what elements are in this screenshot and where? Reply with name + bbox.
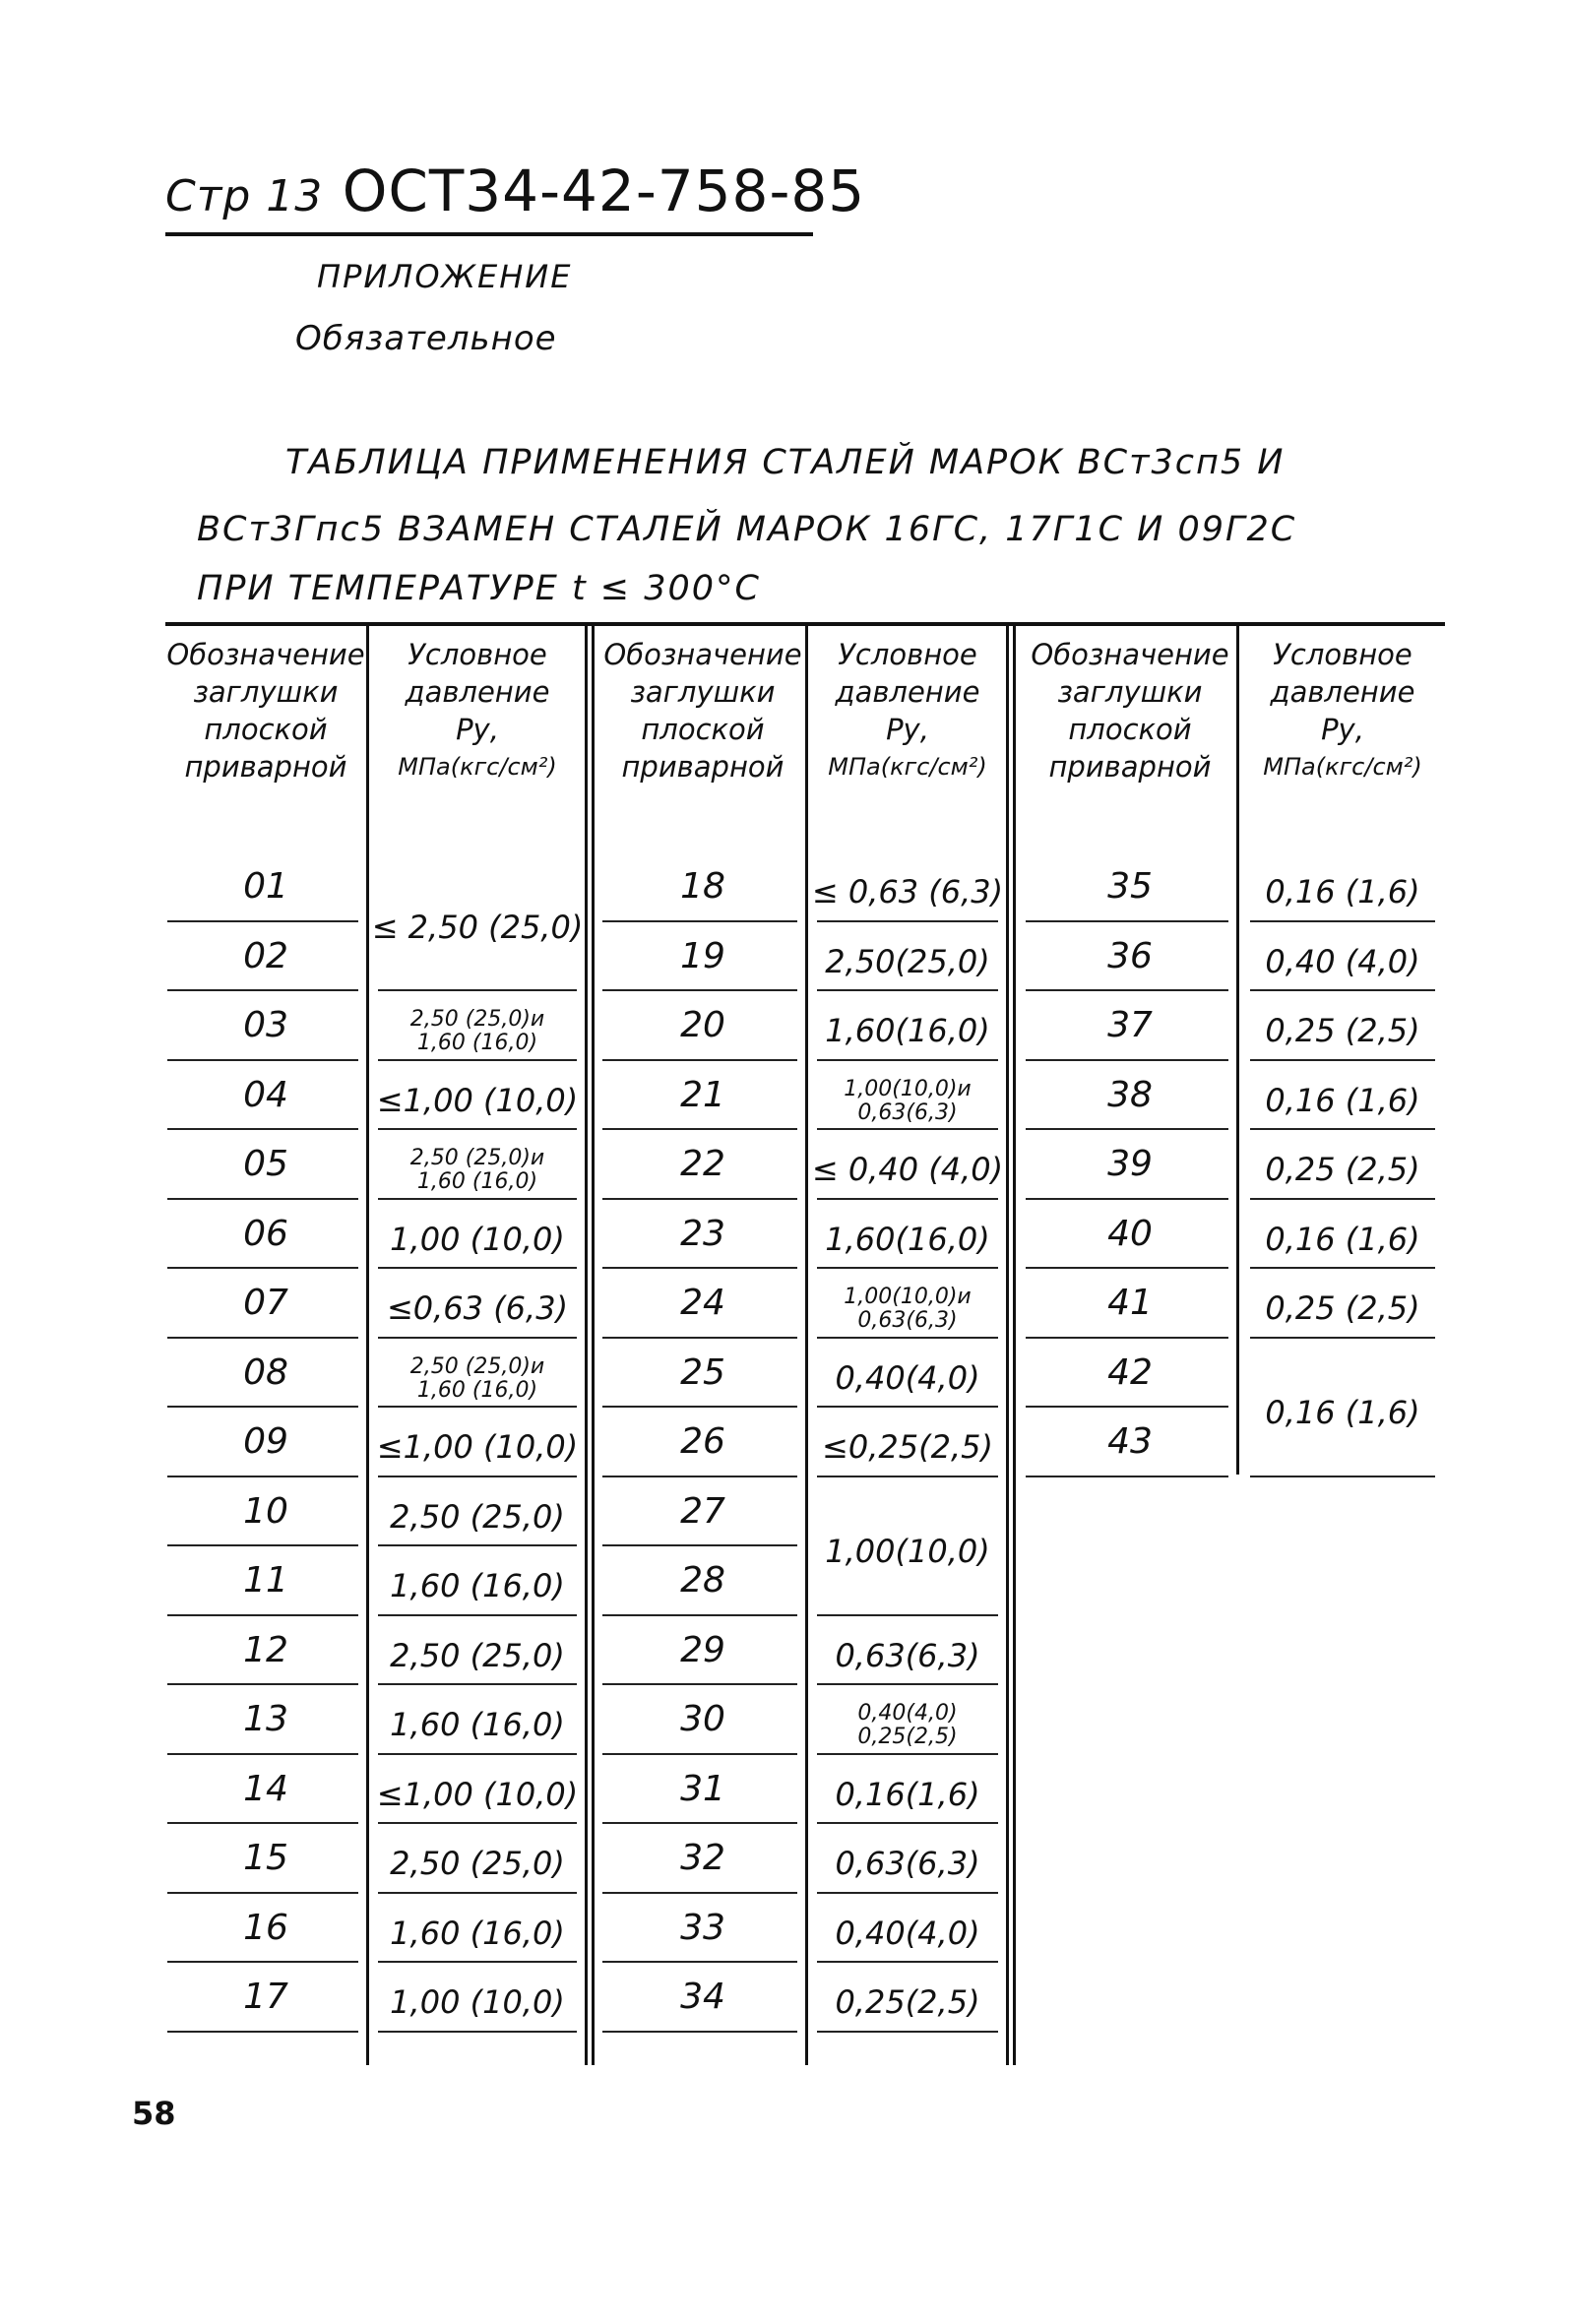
row-rule [167,989,358,991]
pressure-cell [1242,1012,1443,1049]
row-rule [602,1683,797,1685]
pressure-value: 0,16 (1,6) [1265,873,1420,911]
pressure-cell [1242,1394,1443,1431]
designation-cell: 21 [680,1074,725,1115]
row-rule [378,1753,577,1755]
row-rule [378,1267,577,1269]
pressure-value: 0,40(4,0) [835,1358,980,1397]
header-pressure-line: давление [835,675,980,709]
pressure-value: 0,25 (2,5) [1265,1151,1420,1189]
header-designation [1024,636,1236,785]
pressure-value: 0,16 (1,6) [1265,1394,1420,1431]
designation-cell: 36 [1107,935,1153,976]
row-rule [1026,1267,1228,1269]
row-rule [167,1476,358,1477]
pressure-cell [370,1428,585,1466]
pressure-cell [370,1845,585,1882]
row-rule [167,1337,358,1339]
header-pressure-line: Ру, [456,713,499,746]
row-rule [167,1198,358,1200]
row-rule [378,1406,577,1408]
pressure-cell [370,1637,585,1674]
row-rule [1026,1476,1228,1477]
pressure-cell [809,1915,1006,1952]
pressure-cell [809,1078,1006,1125]
row-rule [378,989,577,991]
designation-cell: 06 [243,1213,288,1254]
pressure-value: 0,16(1,6) [835,1775,980,1813]
pressure-value: 0,63(6,3) [835,1636,980,1674]
pressure-cell [809,1702,1006,1749]
designation-cell: 37 [1107,1005,1153,1045]
table-title-line-2: ВСт3Гпс5 ВЗАМЕН СТАЛЕЙ МАРОК 16ГС, 17Г1С И 09Г2С [197,510,1297,549]
pressure-cell [370,1983,585,2021]
pressure-cell [1242,1289,1443,1327]
designation-cell: 18 [680,866,725,907]
row-rule [602,1892,797,1894]
row-rule [378,1128,577,1130]
pressure-value: 1,60 (16,0) [390,1914,565,1952]
pressure-value: 2,50 (25,0) [390,1845,565,1883]
row-rule [817,1198,998,1200]
table-title-line-1: ТАБЛИЦА ПРИМЕНЕНИЯ СТАЛЕЙ МАРОК ВСт3сп5 И [285,443,1286,482]
row-rule [1250,920,1435,922]
pressure-cell [809,1637,1006,1674]
designation-cell: 24 [680,1283,725,1323]
row-rule [378,1544,577,1546]
row-rule [817,1822,998,1824]
pressure-value: 0,40(4,0) [857,1701,958,1727]
pressure-cell [809,1012,1006,1049]
pressure-value: 0,25 (2,5) [1265,1289,1420,1328]
row-rule [167,1892,358,1894]
pressure-value: 0,63(6,3) [857,1308,958,1334]
row-rule [817,1406,998,1408]
pressure-cell [370,1082,585,1119]
row-rule [602,1406,797,1408]
header-designation-line: приварной [621,750,784,784]
row-rule [602,1267,797,1269]
designation-cell: 12 [243,1629,288,1670]
header-designation-line: заглушки [630,675,776,709]
row-rule [167,1406,358,1408]
designation-cell: 03 [243,1005,288,1045]
row-rule [1250,1476,1435,1477]
row-rule [378,1683,577,1685]
designation-cell: 29 [680,1629,725,1670]
pressure-cell [370,1355,585,1403]
row-rule [817,2031,998,2033]
header-designation-line: Обозначение [1031,638,1229,671]
pressure-cell [370,1289,585,1327]
designation-cell: 09 [243,1421,288,1462]
row-rule [817,1059,998,1061]
row-rule [167,1128,358,1130]
pressure-value: ≤0,25(2,5) [822,1428,993,1467]
designation-cell: 07 [243,1283,288,1323]
pressure-cell [809,1359,1006,1397]
row-rule [602,1198,797,1200]
pressure-cell [809,943,1006,980]
header-pressure-line: МПа(кгс/см²) [398,753,557,781]
designation-cell: 39 [1107,1144,1153,1184]
designation-cell: 38 [1107,1074,1153,1115]
designation-cell: 19 [680,935,725,976]
row-rule [1026,1406,1228,1408]
designation-cell: 41 [1107,1283,1153,1323]
row-rule [817,1128,998,1130]
pressure-value: 0,40 (4,0) [1265,942,1420,980]
row-rule [602,1337,797,1339]
pressure-value: ≤ 0,63 (6,3) [811,873,1004,911]
pressure-value: 1,00 (10,0) [390,1220,565,1258]
pressure-value: 1,60(16,0) [825,1220,990,1258]
row-rule [378,2031,577,2033]
pressure-cell [809,1286,1006,1333]
appendix-type: Обязательное [295,319,557,358]
header-designation-line: Обозначение [603,638,802,671]
designation-cell: 30 [680,1699,725,1739]
header-pressure-line: МПа(кгс/см²) [1263,753,1422,781]
row-rule [1026,1128,1228,1130]
row-rule [378,1337,577,1339]
column-divider [1236,626,1239,1475]
designation-cell: 28 [680,1560,725,1601]
pressure-cell [370,1915,585,1952]
designation-cell: 26 [680,1421,725,1462]
pressure-value: 1,60(16,0) [825,1012,990,1050]
pressure-value: 1,60 (16,0) [390,1567,565,1605]
header-underline [165,232,813,236]
designation-cell: 43 [1107,1421,1153,1462]
row-rule [817,989,998,991]
pressure-cell [809,1428,1006,1466]
row-rule [1026,920,1228,922]
header-pressure-line: Ру, [886,713,929,746]
pressure-cell [809,1845,1006,1882]
row-rule [602,1059,797,1061]
column-divider [1006,626,1009,2065]
row-rule [602,1753,797,1755]
pressure-value: 1,60 (16,0) [390,1706,565,1744]
header-designation-line: плоской [1068,713,1192,746]
pressure-cell [1242,943,1443,980]
row-rule [602,1544,797,1546]
row-rule [378,1614,577,1616]
designation-cell: 15 [243,1838,288,1878]
row-rule [817,1753,998,1755]
header-pressure-line: Условное [838,638,977,671]
pressure-value: ≤1,00 (10,0) [376,1081,579,1119]
pressure-value: 0,25 (2,5) [1265,1012,1420,1050]
page-number: 58 [132,2095,176,2132]
header-pressure-line: МПа(кгс/см²) [828,753,987,781]
pressure-value: ≤1,00 (10,0) [376,1428,579,1467]
row-rule [602,989,797,991]
pressure-value: 2,50(25,0) [825,942,990,980]
row-rule [602,1476,797,1477]
pressure-value: ≤ 0,40 (4,0) [811,1151,1004,1189]
header-pressure-line: давление [1270,675,1415,709]
header-pressure [1242,636,1443,785]
row-rule [602,1128,797,1130]
row-rule [1250,1267,1435,1269]
header-pressure [370,636,585,785]
designation-cell: 01 [243,866,288,907]
header-designation [165,636,366,785]
designation-cell: 14 [243,1768,288,1809]
row-rule [167,1753,358,1755]
row-rule [167,920,358,922]
pressure-cell [809,1221,1006,1258]
designation-cell: 42 [1107,1351,1153,1393]
row-rule [602,920,797,922]
pressure-value: 0,63(6,3) [835,1845,980,1883]
pressure-value: 0,40(4,0) [835,1914,980,1952]
header-pressure [809,636,1006,785]
pressure-cell [809,1776,1006,1813]
row-rule [817,920,998,922]
designation-cell: 34 [680,1977,725,2017]
row-rule [817,1614,998,1616]
pressure-value: 2,50 (25,0)и [409,1007,545,1033]
pressure-value: 1,60 (16,0) [416,1031,538,1056]
designation-cell: 22 [680,1144,725,1184]
header-designation-line: заглушки [1057,675,1203,709]
designation-cell: 20 [680,1005,725,1045]
designation-cell: 05 [243,1144,288,1184]
row-rule [167,2031,358,2033]
row-rule [1250,1198,1435,1200]
column-divider [585,626,588,2065]
pressure-cell [1242,1151,1443,1188]
designation-cell: 17 [243,1977,288,2017]
row-rule [378,1198,577,1200]
pressure-value: 0,16 (1,6) [1265,1081,1420,1119]
pressure-cell [1242,1221,1443,1258]
pressure-cell [370,1147,585,1194]
row-rule [602,2031,797,2033]
row-rule [167,1961,358,1963]
designation-cell: 10 [243,1490,288,1532]
row-rule [378,1476,577,1477]
pressure-value: 2,50 (25,0) [390,1497,565,1536]
header-designation-line: плоской [641,713,765,746]
header-designation-line: заглушки [193,675,339,709]
pressure-value: 2,50 (25,0)и [409,1353,545,1379]
pressure-cell [370,1221,585,1258]
row-rule [378,1822,577,1824]
column-divider [366,626,369,2065]
header-pressure-line: Условное [408,638,547,671]
pressure-value: 0,25(2,5) [835,1983,980,2022]
designation-cell: 35 [1107,866,1153,907]
row-rule [817,1476,998,1477]
pressure-cell [370,1706,585,1743]
header-pressure-line: Условное [1273,638,1412,671]
pressure-value: 1,00(10,0) [825,1533,990,1570]
table-title-line-3: ПРИ ТЕМПЕРАТУРЕ t ≤ 300°С [197,569,762,608]
row-rule [1250,1059,1435,1061]
row-rule [167,1822,358,1824]
standard-number: ОСТ34-42-758-85 [342,157,866,224]
designation-cell: 32 [680,1838,725,1878]
pressure-value: ≤ 2,50 (25,0) [371,908,584,946]
pressure-value: 1,60 (16,0) [416,1169,538,1195]
row-rule [378,1892,577,1894]
column-divider [805,626,808,2065]
row-rule [817,1961,998,1963]
designation-cell: 33 [680,1907,725,1948]
designation-cell: 16 [243,1907,288,1948]
pressure-cell [809,1151,1006,1188]
row-rule [1026,1059,1228,1061]
appendix-label: ПРИЛОЖЕНИЕ [317,258,573,295]
row-rule [602,1822,797,1824]
pressure-value: 1,60 (16,0) [416,1377,538,1403]
pressure-cell [370,1008,585,1055]
pressure-cell [809,873,1006,911]
row-rule [378,1961,577,1963]
header-designation-line: Обозначение [166,638,365,671]
pressure-value: 0,25(2,5) [857,1725,958,1750]
designation-cell: 08 [243,1351,288,1393]
designation-cell: 13 [243,1699,288,1739]
row-rule [817,1267,998,1269]
designation-cell: 40 [1107,1213,1153,1254]
row-rule [167,1059,358,1061]
row-rule [602,1961,797,1963]
pressure-cell [809,1533,1006,1570]
designation-cell: 27 [680,1490,725,1532]
document-header [165,157,865,224]
header-designation [600,636,805,785]
pressure-cell [370,909,585,946]
pressure-value: 2,50 (25,0) [390,1636,565,1674]
header-pressure-line: Ру, [1321,713,1364,746]
pressure-value: 1,00(10,0)и [844,1076,972,1101]
row-rule [1250,989,1435,991]
pressure-value: 2,50 (25,0)и [409,1146,545,1171]
pressure-value: ≤0,63 (6,3) [386,1289,569,1328]
pressure-cell [1242,873,1443,911]
header-designation-line: приварной [184,750,347,784]
pressure-cell [809,1983,1006,2021]
row-rule [1026,1198,1228,1200]
pressure-value: 1,00(10,0)и [844,1285,972,1310]
pressure-cell [370,1776,585,1813]
row-rule [817,1892,998,1894]
pressure-value: ≤1,00 (10,0) [376,1775,579,1813]
row-rule [167,1614,358,1616]
row-rule [1250,1128,1435,1130]
designation-cell: 02 [243,935,288,976]
designation-cell: 25 [680,1351,725,1393]
designation-cell: 23 [680,1213,725,1254]
pressure-cell [1242,1082,1443,1119]
row-rule [1026,989,1228,991]
header-designation-line: приварной [1048,750,1212,784]
pressure-value: 1,00 (10,0) [390,1983,565,2022]
designation-cell: 11 [243,1560,288,1601]
header-designation-line: плоской [204,713,328,746]
row-rule [167,1683,358,1685]
row-rule [1026,1337,1228,1339]
row-rule [167,1267,358,1269]
row-rule [817,1337,998,1339]
pressure-value: 0,16 (1,6) [1265,1220,1420,1258]
row-rule [378,1059,577,1061]
designation-cell: 31 [680,1768,725,1809]
pressure-cell [370,1567,585,1604]
row-rule [602,1614,797,1616]
row-rule [817,1683,998,1685]
page-label: Стр 13 [165,171,324,221]
pressure-cell [370,1498,585,1536]
pressure-value: 0,63(6,3) [857,1099,958,1125]
row-rule [1250,1337,1435,1339]
header-pressure-line: давление [405,675,550,709]
row-rule [167,1544,358,1546]
designation-cell: 04 [243,1074,288,1115]
